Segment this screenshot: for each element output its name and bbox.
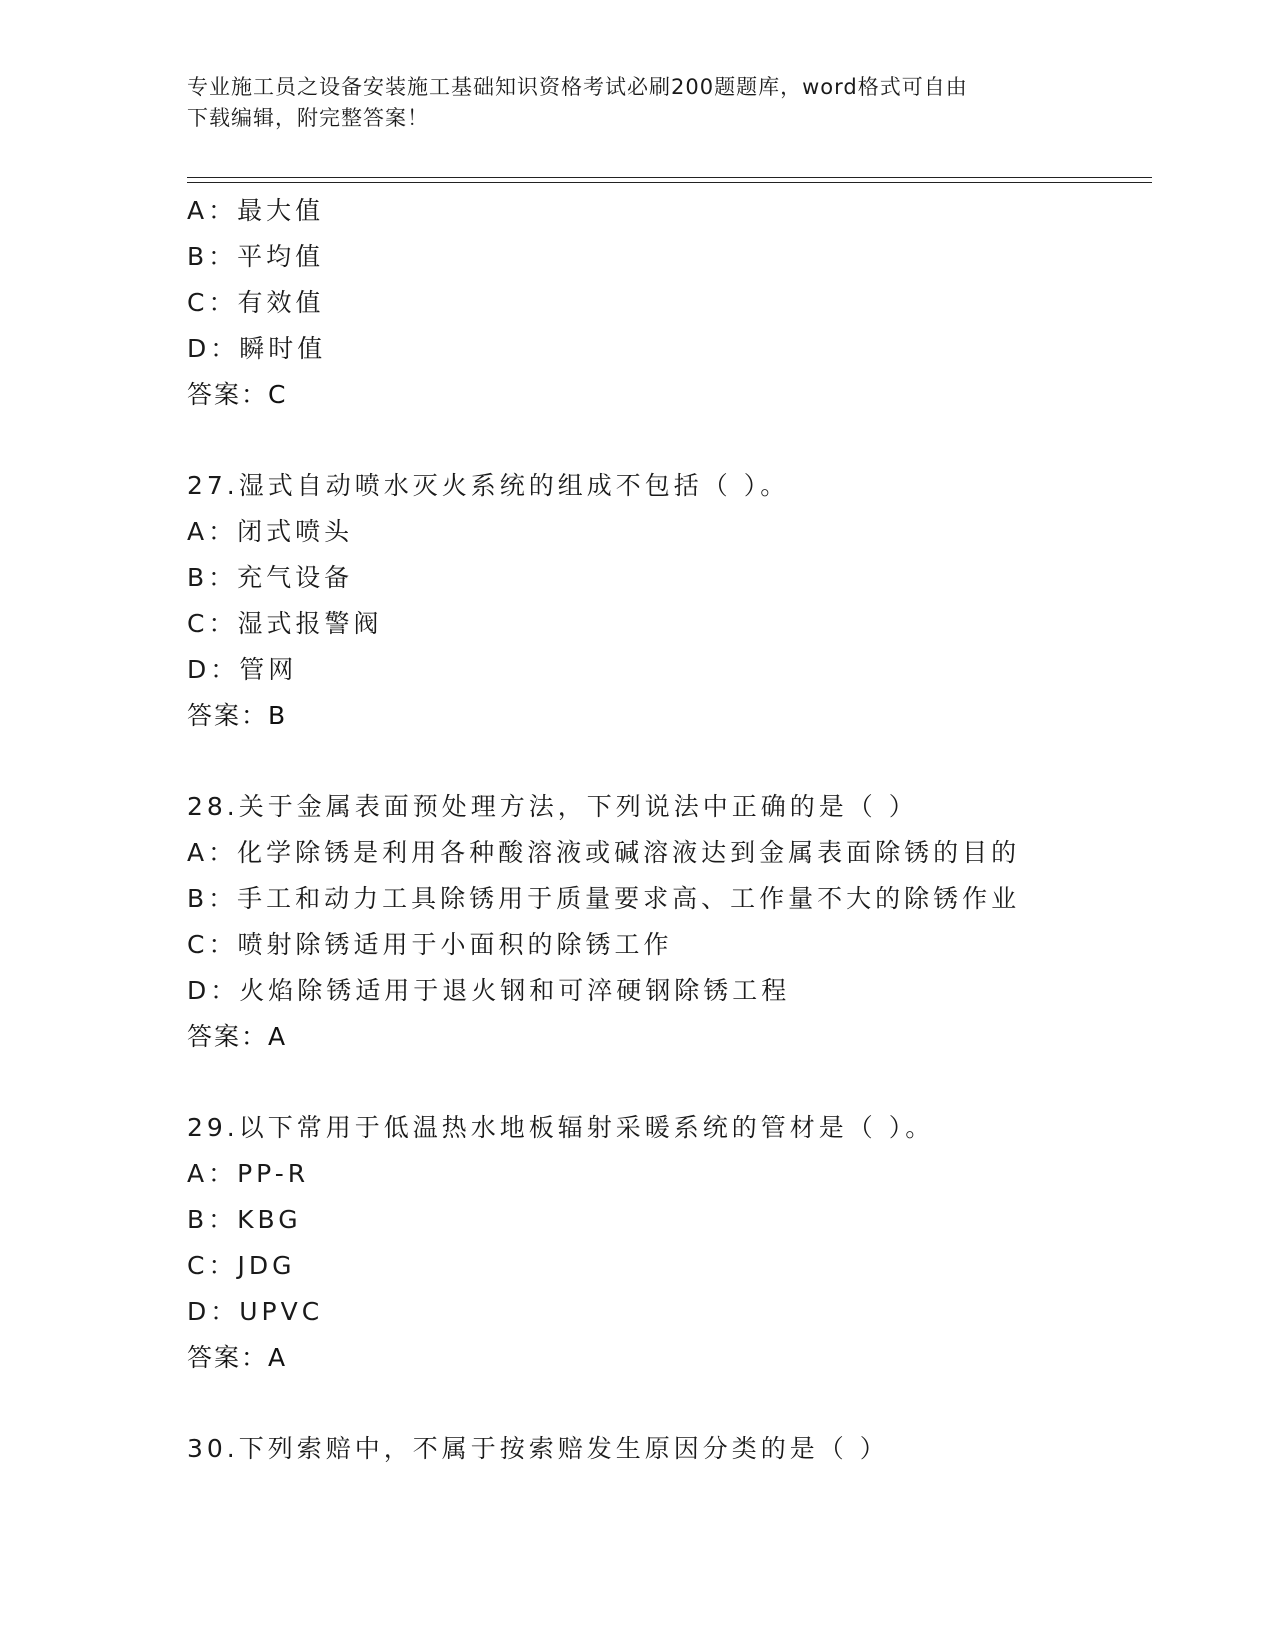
question-27 xyxy=(187,463,1152,739)
option-b: B：KBG xyxy=(187,1205,302,1234)
question-stem: 28.关于金属表面预处理方法，下列说法中正确的是（ ） xyxy=(187,792,918,821)
header-divider-top xyxy=(187,177,1152,178)
question-28 xyxy=(187,784,1152,1060)
option-d: D：UPVC xyxy=(187,1297,324,1326)
option-b: B：手工和动力工具除锈用于质量要求高、工作量不大的除锈作业 xyxy=(187,884,1021,913)
option-d: D：管网 xyxy=(187,655,298,684)
option-c: C：JDG xyxy=(187,1251,296,1280)
option-a: A：化学除锈是利用各种酸溶液或碱溶液达到金属表面除锈的目的 xyxy=(187,838,1021,867)
option-c: C：湿式报警阀 xyxy=(187,609,383,638)
question-list xyxy=(187,188,1152,1472)
question-stem: 29.以下常用于低温热水地板辐射采暖系统的管材是（ ）。 xyxy=(187,1113,935,1142)
header-line-2: 下载编辑，附完整答案！ xyxy=(187,106,429,130)
option-a: A：PP-R xyxy=(187,1159,310,1188)
header-divider-bottom xyxy=(187,182,1152,183)
question-29 xyxy=(187,1105,1152,1381)
option-d: D：火焰除锈适用于退火钢和可淬硬钢除锈工程 xyxy=(187,976,791,1005)
answer-line: 答案：B xyxy=(187,701,288,730)
option-c: C：有效值 xyxy=(187,288,325,317)
option-d: D：瞬时值 xyxy=(187,334,327,363)
answer-line: 答案：A xyxy=(187,1022,288,1051)
option-c: C：喷射除锈适用于小面积的除锈工作 xyxy=(187,930,673,959)
spacer xyxy=(187,418,1152,463)
answer-line: 答案：A xyxy=(187,1343,288,1372)
document-header xyxy=(187,72,1067,134)
question-stem: 30.下列索赔中，不属于按索赔发生原因分类的是（ ） xyxy=(187,1434,889,1463)
header-line-1: 专业施工员之设备安装施工基础知识资格考试必刷200题题库，word格式可自由 xyxy=(187,75,968,99)
spacer xyxy=(187,739,1152,784)
spacer xyxy=(187,1060,1152,1105)
option-a: A：最大值 xyxy=(187,196,325,225)
option-b: B：充气设备 xyxy=(187,563,354,592)
question-26-continuation xyxy=(187,188,1152,418)
option-a: A：闭式喷头 xyxy=(187,517,354,546)
answer-line: 答案：C xyxy=(187,380,288,409)
question-stem: 27.湿式自动喷水灭火系统的组成不包括（ ）。 xyxy=(187,471,790,500)
question-30 xyxy=(187,1426,1152,1472)
spacer xyxy=(187,1381,1152,1426)
option-b: B：平均值 xyxy=(187,242,325,271)
